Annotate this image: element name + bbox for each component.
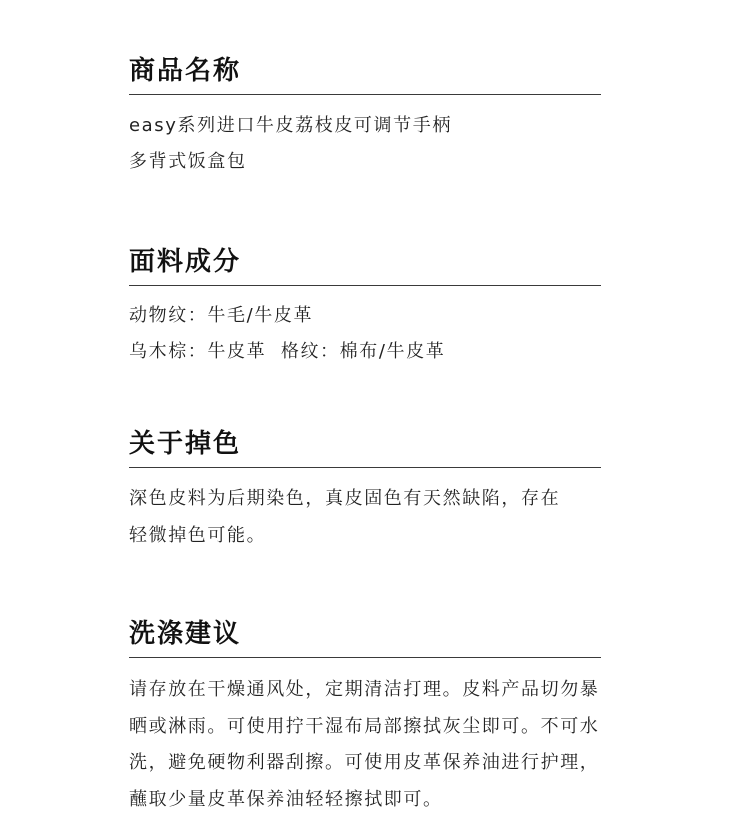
- text-line: easy系列进口牛皮荔枝皮可调节手柄: [129, 115, 452, 136]
- section-title: 洗涤建议: [129, 619, 601, 658]
- text-line: 深色皮料为后期染色，真皮固色有天然缺陷，存在: [129, 488, 561, 509]
- text-line: 洗，避免硬物利器刮擦。可使用皮革保养油进行护理，: [129, 752, 600, 773]
- text-line: 乌木棕：牛皮革 格纹：棉布/牛皮革: [129, 341, 446, 362]
- text-line: 晒或淋雨。可使用拧干湿布局部擦拭灰尘即可。不可水: [129, 715, 600, 737]
- section-color-fading: [129, 429, 601, 554]
- text-line: 动物纹：牛毛/牛皮革: [129, 305, 314, 326]
- section-title: 商品名称: [129, 56, 601, 95]
- section-body: [129, 298, 601, 370]
- section-care-instructions: [129, 619, 601, 818]
- text-line: 轻微掉色可能。: [129, 525, 267, 546]
- section-body: [129, 108, 601, 180]
- section-material: [129, 247, 601, 370]
- text-line: 多背式饭盒包: [129, 151, 247, 172]
- text-line: 请存放在干燥通风处，定期清洁打理。皮料产品切勿暴: [129, 679, 600, 700]
- section-body: [129, 480, 601, 554]
- section-body: [129, 672, 601, 818]
- text-line: 蘸取少量皮革保养油轻轻擦拭即可。: [129, 788, 443, 810]
- section-title: 面料成分: [129, 247, 601, 286]
- section-product-name: [129, 56, 601, 180]
- section-title: 关于掉色: [129, 429, 601, 468]
